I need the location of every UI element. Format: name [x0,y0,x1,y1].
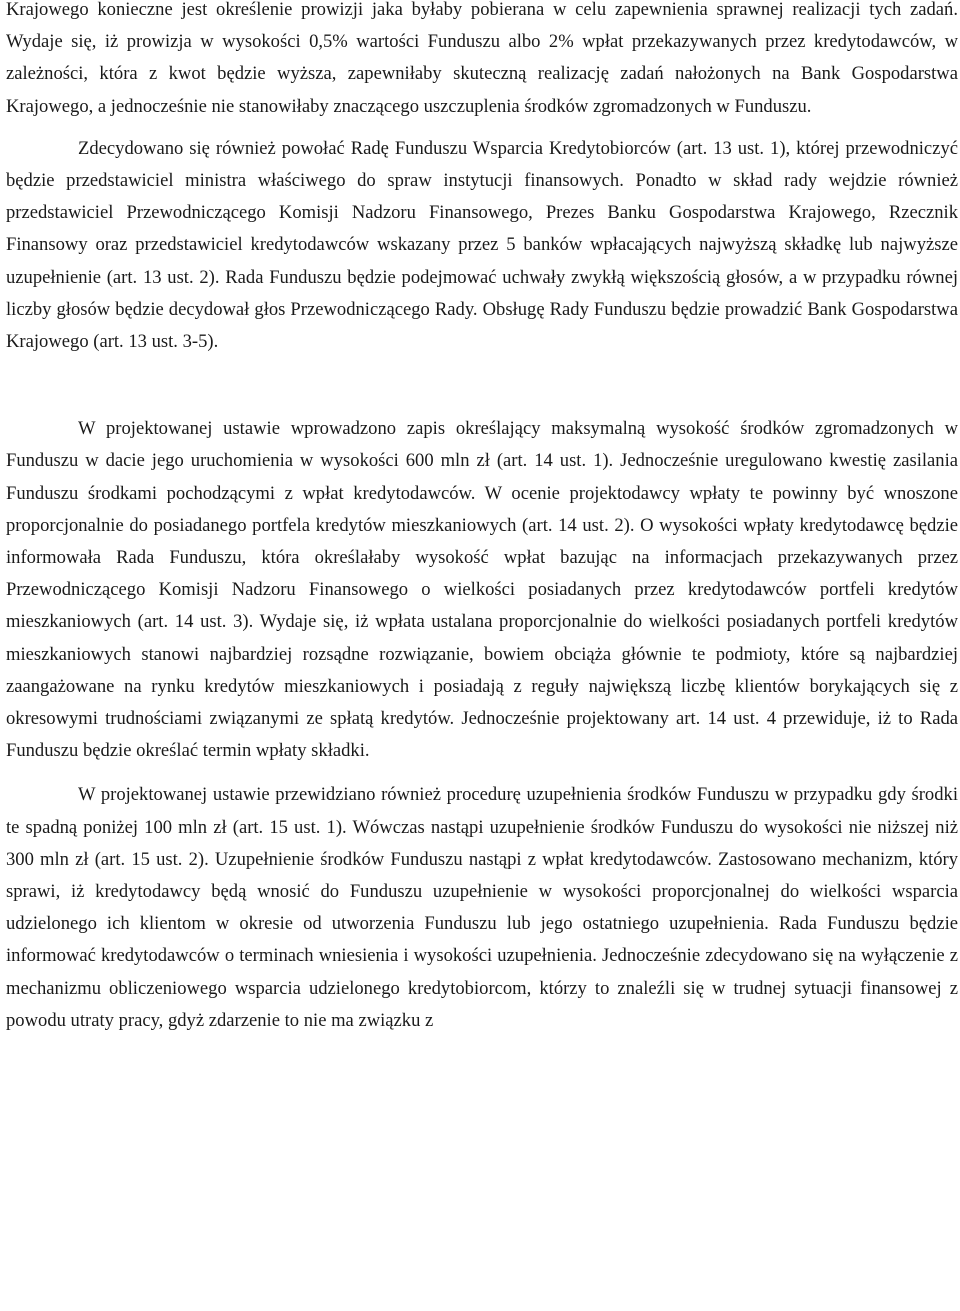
paragraph-fund-contributions: W projektowanej ustawie wprowadzono zapis określający maksymalną wysokość środków zgromadzonych w Funduszu w dacie jego uruchomienia w wysokości 600 mln zł (art. 14 ust. 1). Jednocześnie uregulowano kwestię zasilania Funduszu środkami pochodzącymi z wpłat kredytodawców. W ocenie projektodawcy wpłaty te powinny być wnoszone proporcjonalnie do posiadanego portfela kredytów mieszkaniowych (art. 14 ust. 2). O wysokości wpłaty kredytodawcę będzie informowała Rada Funduszu, która określałaby wysokość wpłat bazując na informacjach przekazywanych przez Przewodniczącego Komisji Nadzoru Finansowego o wielkości posiadanych przez kredytodawców portfeli kredytów mieszkaniowych (art. 14 ust. 3). Wydaje się, iż wpłata ustalana proporcjonalnie do wielkości posiadanych portfeli kredytów mieszkaniowych stanowi najbardziej rozsądne rozwiązanie, bowiem obciąża głównie te podmioty, które są najbardziej zaangażowane na rynku kredytów mieszkaniowych i posiadają z reguły największą liczbę klientów borykających się z okresowymi trudnościami związanymi ze spłatą kredytów. Jednocześnie projektowany art. 14 ust. 4 przewiduje, iż to Rada Funduszu będzie określać termin wpłaty składki. [6,418,958,762]
paragraph-commission-fee: Krajowego konieczne jest określenie prowizji jaka byłaby pobierana w celu zapewnienia sprawnej realizacji tych zadań. Wydaje się, iż prowizja w wysokości 0,5% wartości Funduszu albo 2% wpłat przekazywanych przez kredytodawców, w zależności, która z kwot będzie wyższa, zapewniłaby skuteczną realizację zadań nałożonych na Bank Gospodarstwa Krajowego, a jednocześnie nie stanowiłaby znaczącego uszczuplenia środków zgromadzonych w Funduszu. [6,0,958,117]
paragraph-fund-council: Zdecydowano się również powołać Radę Funduszu Wsparcia Kredytobiorców (art. 13 ust. 1), której przewodniczyć będzie przedstawiciel ministra właściwego do spraw instytucji finansowych. Ponadto w skład rady wejdzie również przedstawiciel Przewodniczącego Komisji Nadzoru Finansowego, Prezes Banku Gospodarstwa Krajowego, Rzecznik Finansowy oraz przedstawiciel kredytodawców wskazany przez 5 banków wpłacających najwyższą składkę lub najwyższe uzupełnienie (art. 13 ust. 2). Rada Funduszu będzie podejmować uchwały zwykłą większością głosów, a w przypadku równej liczby głosów będzie decydował głos Przewodniczącego Rady. Obsługę Rady Funduszu będzie prowadzić Bank Gospodarstwa Krajowego (art. 13 ust. 3-5). [6,137,958,353]
document-page [6,0,958,1037]
paragraph-fund-replenishment: W projektowanej ustawie przewidziano również procedurę uzupełnienia środków Funduszu w przypadku gdy środki te spadną poniżej 100 mln zł (art. 15 ust. 1). Wówczas nastąpi uzupełnienie środków Funduszu do wysokości nie niższej niż 300 mln zł (art. 15 ust. 2). Uzupełnienie środków Funduszu nastąpi z wpłat kredytodawców. Zastosowano mechanizm, który sprawi, iż kredytodawcy będą wnosić do Funduszu uzupełnienie w wysokości proporcjonalnej do wielkości wsparcia udzielonego ich klientom w okresie od utworzenia Funduszu lub jego ostatniego uzupełnienia. Rada Funduszu będzie informować kredytodawców o terminach wniesienia i wysokości uzupełnienia. Jednocześnie zdecydowano się na wyłączenie z mechanizmu obliczeniowego wsparcia udzielonego kredytobiorcom, którzy to znaleźli się w trudnej sytuacji finansowej z powodu utraty pracy, gdyż zdarzenie to nie ma związku z [6,784,958,1031]
